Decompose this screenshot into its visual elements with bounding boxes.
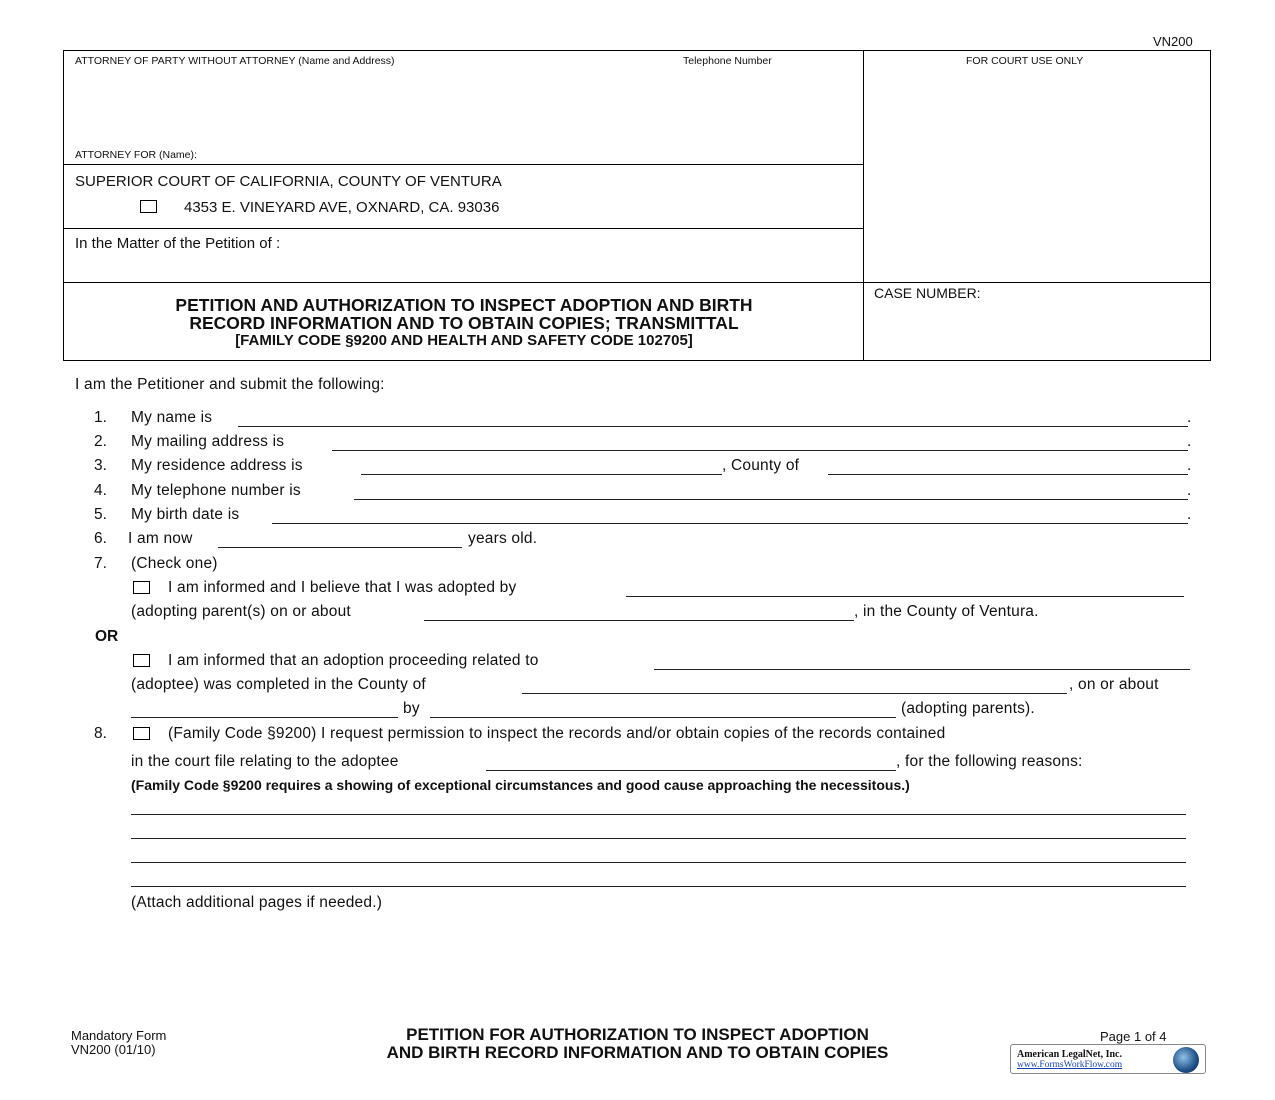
reasons-line[interactable] (131, 814, 1186, 815)
attach-pages-note: (Attach additional pages if needed.) (131, 894, 383, 911)
caption-header (63, 50, 1211, 361)
footer-form-info (71, 1029, 166, 1057)
mandatory-form-label: Mandatory Form (71, 1028, 167, 1043)
telephone-label: Telephone Number (683, 55, 772, 67)
age-field[interactable] (218, 547, 462, 548)
name-label: My name is (131, 409, 213, 426)
proceeding-date-field[interactable] (131, 717, 398, 718)
form-version: VN200 (01/10) (71, 1042, 156, 1057)
telephone-label: My telephone number is (131, 482, 301, 499)
court-address-checkbox[interactable] (140, 200, 157, 218)
reasons-line[interactable] (131, 862, 1186, 863)
title-line: PETITION AND AUTHORIZATION TO INSPECT ADOPTION AND BIRTH (175, 295, 753, 315)
item-number: 7. (94, 555, 107, 572)
or-separator: OR (95, 628, 119, 645)
logo-url[interactable]: www.FormsWorkFlow.com (1017, 1060, 1123, 1070)
request-inspect-label: (Family Code §9200) I request permission to inspect the records and/or obtain copies of the records contained (168, 725, 946, 742)
form-title (64, 283, 864, 350)
court-address: 4353 E. VINEYARD AVE, OXNARD, CA. 93036 (184, 199, 500, 216)
requirement-note: (Family Code §9200 requires a showing of exceptional circumstances and good cause approaching the necessitous.) (131, 777, 910, 793)
period: . (1187, 506, 1192, 523)
age-label: I am now (128, 530, 193, 547)
adoptee-name-field[interactable] (486, 770, 896, 771)
telephone-field[interactable] (354, 499, 1188, 500)
adopting-parents-label: (adopting parents). (901, 700, 1035, 717)
item-number: 4. (94, 482, 107, 499)
adoptee-field[interactable] (654, 669, 1190, 670)
residence-address-label: My residence address is (131, 457, 303, 474)
footer-title-line: AND BIRTH RECORD INFORMATION AND TO OBTAIN COPIES (386, 1043, 889, 1062)
divider (64, 164, 864, 165)
check-one-label: (Check one) (131, 555, 218, 572)
court-use-label: FOR COURT USE ONLY (966, 55, 1084, 67)
item-number: 8. (94, 725, 107, 742)
court-file-label: in the court file relating to the adoptee (131, 753, 399, 770)
case-number-label: CASE NUMBER: (874, 285, 981, 301)
item-number: 1. (94, 409, 107, 426)
title-line: RECORD INFORMATION AND TO OBTAIN COPIES; TRANSMITTAL (189, 313, 739, 333)
adoption-proceeding-checkbox[interactable] (133, 654, 150, 672)
birth-date-field[interactable] (272, 523, 1188, 524)
adoption-proceeding-label: I am informed that an adoption proceeding related to (168, 652, 539, 669)
court-name: SUPERIOR COURT OF CALIFORNIA, COUNTY OF VENTURA (75, 173, 502, 190)
logo-company: American LegalNet, Inc. (1017, 1049, 1122, 1060)
by-label: by (403, 700, 420, 717)
period: . (1187, 457, 1192, 474)
footer-title (290, 1026, 985, 1062)
page-number: Page 1 of 4 (1100, 1029, 1167, 1044)
reasons-line[interactable] (131, 886, 1186, 887)
completed-county-label: (adoptee) was completed in the County of (131, 676, 426, 693)
attorney-label: ATTORNEY OF PARTY WITHOUT ATTORNEY (Name and Address) (75, 55, 395, 67)
form-code: VN200 (1153, 34, 1193, 49)
item-number: 5. (94, 506, 107, 523)
residence-address-field[interactable] (361, 474, 722, 475)
years-old-label: years old. (468, 530, 538, 547)
attorney-for-label: ATTORNEY FOR (Name): (75, 149, 197, 161)
period: . (1187, 433, 1192, 450)
adopting-parents-field-2[interactable] (430, 717, 896, 718)
divider (64, 228, 864, 229)
matter-label: In the Matter of the Petition of : (75, 235, 281, 252)
intro-text: I am the Petitioner and submit the following: (75, 376, 385, 393)
adoption-date-field[interactable] (424, 620, 854, 621)
footer-title-line: PETITION FOR AUTHORIZATION TO INSPECT ADOPTION (406, 1025, 869, 1044)
adopted-by-checkbox[interactable] (133, 581, 150, 599)
name-field[interactable] (238, 426, 1188, 427)
mailing-address-field[interactable] (332, 450, 1188, 451)
reasons-line[interactable] (131, 838, 1186, 839)
adopted-by-label: I am informed and I believe that I was adopted by (168, 579, 517, 596)
period: . (1187, 482, 1192, 499)
mailing-address-label: My mailing address is (131, 433, 285, 450)
completed-county-field[interactable] (522, 693, 1067, 694)
title-line: [FAMILY CODE §9200 AND HEALTH AND SAFETY CODE 102705] (235, 332, 693, 349)
county-field[interactable] (828, 474, 1188, 475)
birth-date-label: My birth date is (131, 506, 240, 523)
legalnet-logo[interactable] (1010, 1044, 1206, 1074)
county-ventura-label: , in the County of Ventura. (854, 603, 1039, 620)
county-label: , County of (722, 457, 800, 474)
item-number: 6. (94, 530, 107, 547)
on-or-about-label: , on or about (1069, 676, 1159, 693)
globe-icon (1173, 1047, 1199, 1073)
reasons-label: , for the following reasons: (896, 753, 1083, 770)
adopting-parents-field[interactable] (626, 596, 1184, 597)
item-number: 3. (94, 457, 107, 474)
period: . (1187, 409, 1192, 426)
adoption-date-label: (adopting parent(s) on or about (131, 603, 351, 620)
request-inspect-checkbox[interactable] (133, 727, 150, 745)
item-number: 2. (94, 433, 107, 450)
